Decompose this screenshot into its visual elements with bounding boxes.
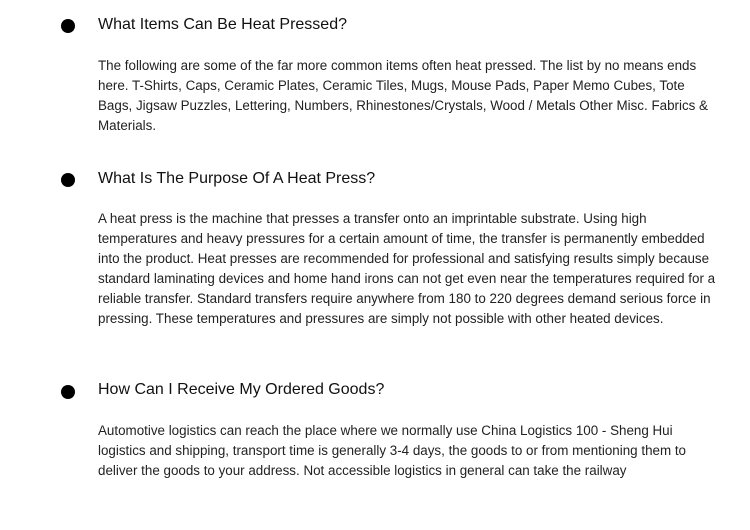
- faq-question: How Can I Receive My Ordered Goods?: [98, 381, 385, 398]
- faq-question: What Items Can Be Heat Pressed?: [98, 16, 347, 33]
- faq-answer: The following are some of the far more common items often heat pressed. The list by no means ends here. T-Shirts, Caps, Ceramic Plates, Ceramic Tiles, Mugs, Mouse Pads, Paper Memo Cubes, Tote Bags, Jigsaw Puzzles, Lettering, Numbers, Rhinestones/Crystals, Wood / Metals Other Misc. Fabrics & Materials.: [98, 58, 708, 133]
- bullet-icon: [61, 19, 75, 33]
- faq-answer: Automotive logistics can reach the place where we normally use China Logistics 100 - Sheng Hui logistics and shipping, transport time is generally 3-4 days, the goods to or from mentioning them to deliver the goods to your address. Not accessible logistics in general can take the railway: [98, 423, 687, 478]
- faq-answer: A heat press is the machine that presses a transfer onto an imprintable substrate. Using high temperatures and heavy pressures for a certain amount of time, the transfer is permanently embedded into the product. Heat presses are recommended for professional and satisfying results simply because standard laminating devices and home hand irons can not get even near the temperatures required for a reliable transfer. Standard transfers require anywhere from 180 to 220 degrees demand serious force in pressing. These temperatures and pressures are simply not possible with other heated devices.: [98, 211, 716, 326]
- bullet-icon: [61, 173, 75, 187]
- faq-question: What Is The Purpose Of A Heat Press?: [98, 170, 376, 187]
- bullet-icon: [61, 385, 75, 399]
